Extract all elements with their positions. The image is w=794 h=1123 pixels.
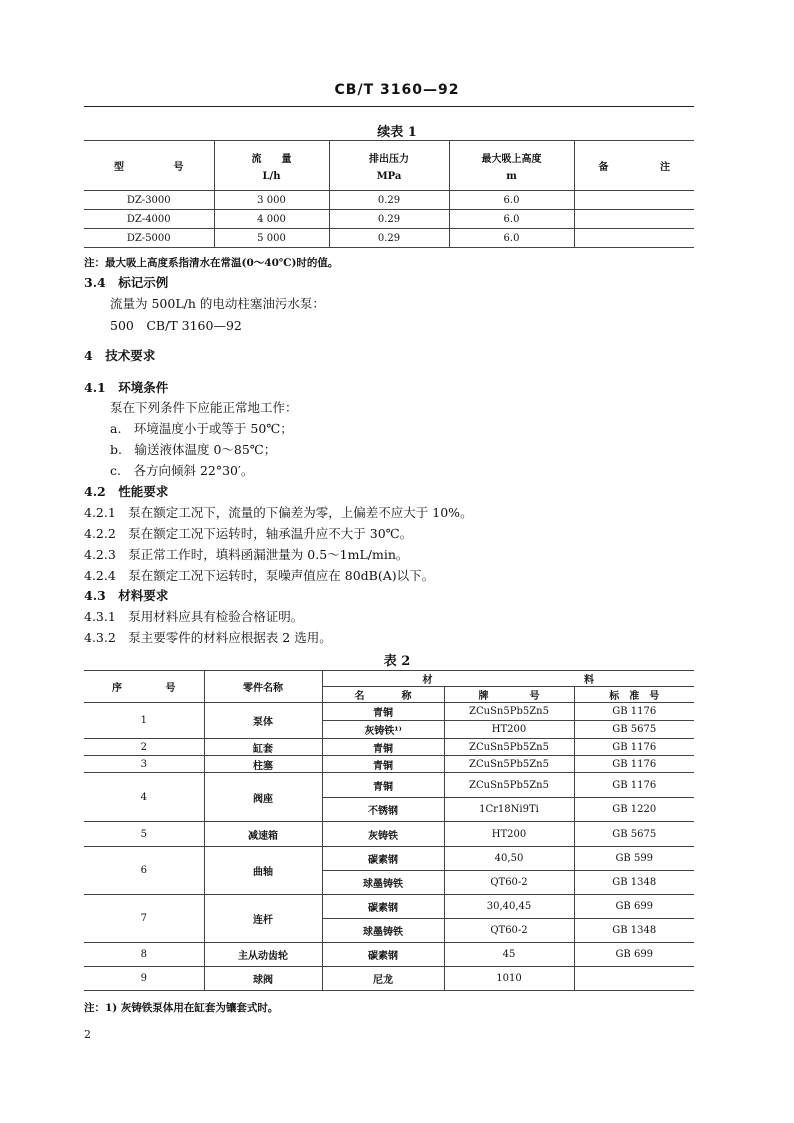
table-row: 6 曲轴 碳素钢 40,50 GB 599 bbox=[84, 847, 694, 871]
table-row: 7 连杆 碳素钢 30,40,45 GB 699 bbox=[84, 895, 694, 919]
col-grade: 牌 号 bbox=[444, 687, 574, 703]
table-row: 3 柱塞 青铜 ZCuSn5Pb5Zn5 GB 1176 bbox=[84, 756, 694, 773]
table-row: 4 阀座 青铜 ZCuSn5Pb5Zn5 GB 1176 bbox=[84, 773, 694, 798]
table1-note: 注：最大吸上高度系指清水在常温(0～40℃)时的值。 bbox=[84, 257, 339, 269]
clause-4-2-1: 4.2.1 泵在额定工况下，流量的下偏差为零，上偏差不应大于 10%。 bbox=[84, 505, 473, 520]
section-3-4-title: 3.4 标记示例 bbox=[84, 275, 169, 290]
col-suction: 最大吸上高度 m bbox=[449, 141, 574, 191]
col-material-name: 名 称 bbox=[322, 687, 444, 703]
page-number: 2 bbox=[84, 1028, 91, 1041]
env-item-b: b. 输送液体温度 0～85℃； bbox=[110, 442, 277, 457]
document-code-header: CB/T 3160—92 bbox=[334, 82, 460, 98]
marking-example-code: 500 CB/T 3160—92 bbox=[110, 318, 242, 333]
table-row: DZ-3000 3 000 0.29 6.0 bbox=[84, 191, 694, 210]
table-row: DZ-4000 4 000 0.29 6.0 bbox=[84, 210, 694, 229]
header-rule bbox=[84, 106, 694, 107]
table2-caption: 表 2 bbox=[383, 654, 411, 669]
col-standard: 标 准 号 bbox=[574, 687, 694, 703]
clause-4-2-3: 4.2.3 泵正常工作时，填料函漏泄量为 0.5～1mL/min。 bbox=[84, 547, 409, 562]
table-row: 球墨铸铁 QT60-2 GB 1348 bbox=[84, 871, 694, 895]
col-remark: 备 注 bbox=[574, 141, 694, 191]
table-row: 灰铸铁¹⁾ HT200 GB 5675 bbox=[84, 721, 694, 739]
section-4-3-title: 4.3 材料要求 bbox=[84, 588, 169, 603]
env-item-a: a. 环境温度小于或等于 50℃； bbox=[110, 421, 293, 436]
clause-4-2-4: 4.2.4 泵在额定工况下运转时，泵噪声值应在 80dB(A)以下。 bbox=[84, 568, 435, 583]
col-material-group: 材 料 bbox=[322, 671, 694, 687]
table-row: 8 主从动齿轮 碳素钢 45 GB 699 bbox=[84, 943, 694, 967]
table-2-materials bbox=[84, 670, 694, 991]
table-row: 球墨铸铁 QT60-2 GB 1348 bbox=[84, 919, 694, 943]
table-1-continued bbox=[84, 140, 694, 248]
section-4-title: 4 技术要求 bbox=[84, 348, 156, 363]
table-row: 5 减速箱 灰铸铁 HT200 GB 5675 bbox=[84, 822, 694, 847]
col-flow: 流 量 L/h bbox=[214, 141, 329, 191]
marking-example-text: 流量为 500L/h 的电动柱塞油污水泵： bbox=[110, 296, 325, 311]
clause-4-3-2: 4.3.2 泵主要零件的材料应根据表 2 选用。 bbox=[84, 630, 332, 645]
table-row: DZ-5000 5 000 0.29 6.0 bbox=[84, 229, 694, 248]
section-4-1-title: 4.1 环境条件 bbox=[84, 380, 169, 395]
clause-4-3-1: 4.3.1 泵用材料应具有检验合格证明。 bbox=[84, 609, 304, 624]
table-row: 不锈钢 1Cr18Ni9Ti GB 1220 bbox=[84, 798, 694, 822]
table-row: 2 缸套 青铜 ZCuSn5Pb5Zn5 GB 1176 bbox=[84, 739, 694, 756]
table-row: 1 泵体 青铜 ZCuSn5Pb5Zn5 GB 1176 bbox=[84, 703, 694, 721]
env-item-c: c. 各方向倾斜 22°30′。 bbox=[110, 463, 254, 478]
table2-footnote: 注：1) 灰铸铁泵体用在缸套为镶套式时。 bbox=[84, 1002, 279, 1014]
col-model: 型 号 bbox=[84, 141, 214, 191]
col-pressure: 排出压力 MPa bbox=[329, 141, 449, 191]
section-4-2-title: 4.2 性能要求 bbox=[84, 484, 169, 499]
clause-4-2-2: 4.2.2 泵在额定工况下运转时，轴承温升应不大于 30℃。 bbox=[84, 526, 413, 541]
table1-caption: 续表 1 bbox=[377, 125, 417, 140]
env-intro: 泵在下列条件下应能正常地工作： bbox=[110, 400, 298, 415]
table-row: 9 球阀 尼龙 1010 bbox=[84, 967, 694, 991]
col-part-name: 零件名称 bbox=[204, 671, 322, 703]
col-seq: 序 号 bbox=[84, 671, 204, 703]
